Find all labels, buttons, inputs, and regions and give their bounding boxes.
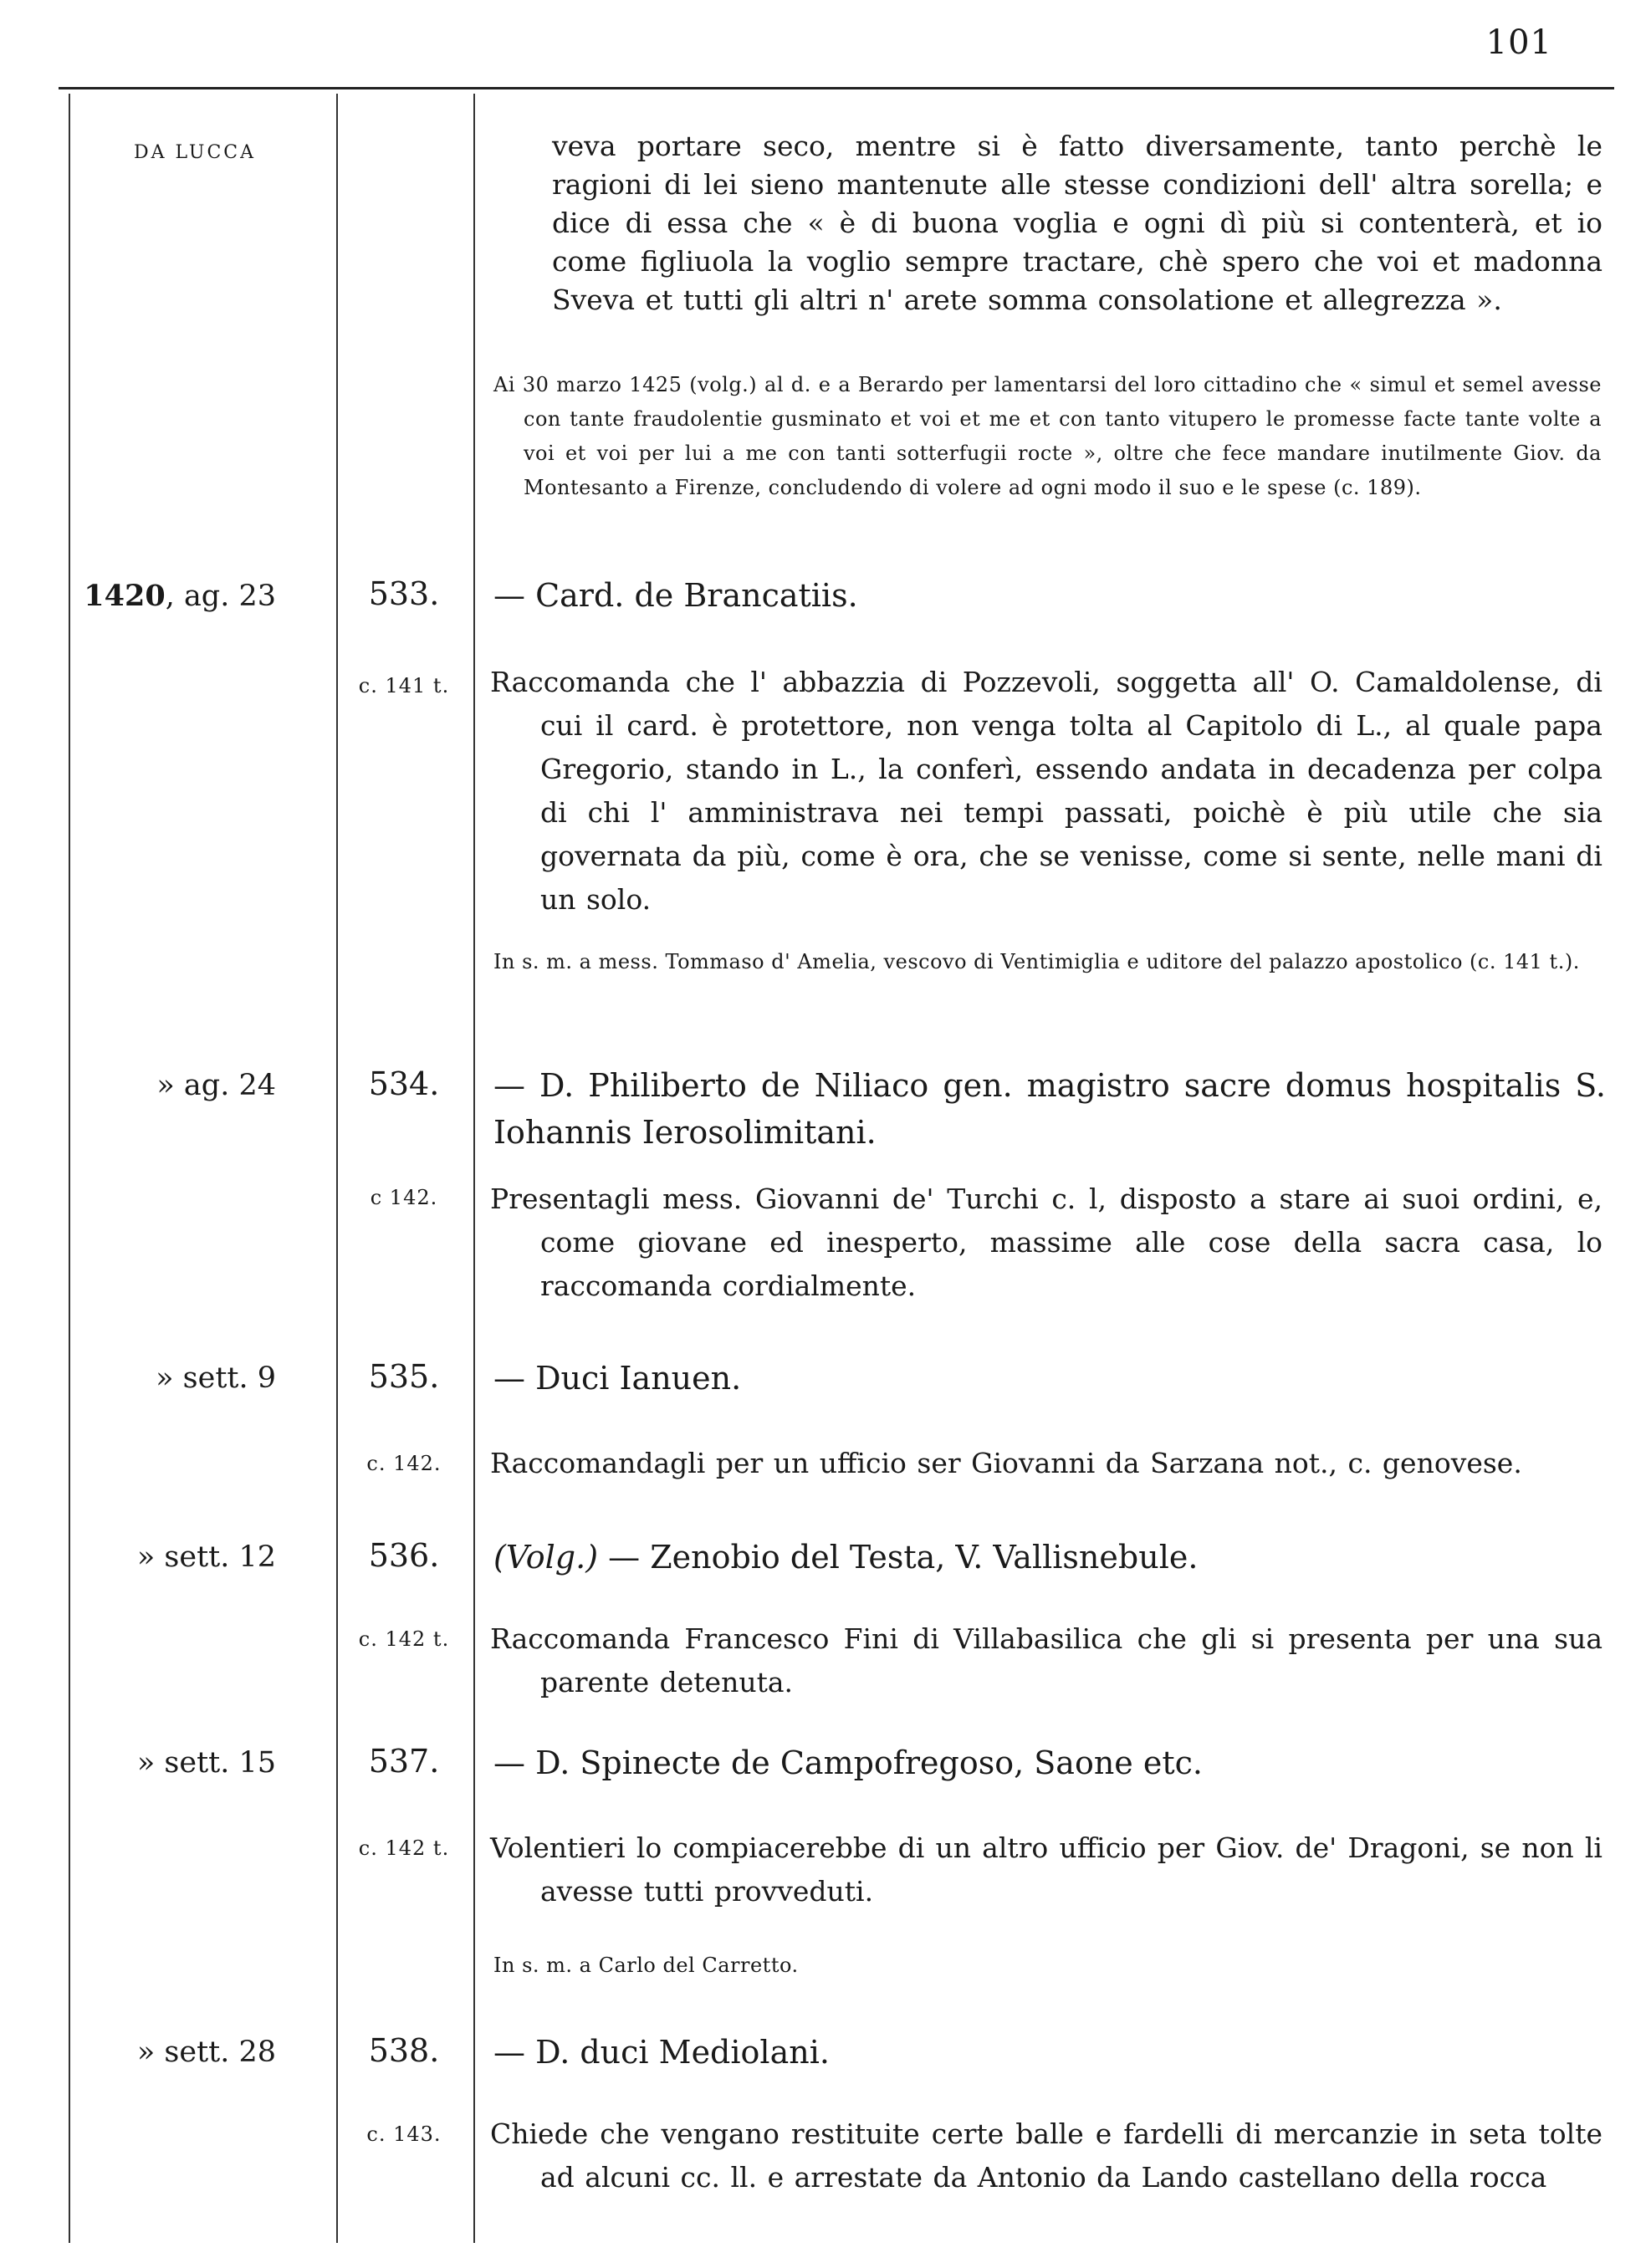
- entry-text: Raccomandagli per un ufficio ser Giovanni da Sarzana not., c. genovese.: [490, 1447, 1522, 1479]
- entry-date: » sett. 28: [136, 2036, 276, 2069]
- entry-date: » ag. 24: [156, 1069, 276, 1102]
- entry-note: In s. m. a mess. Tommaso d' Amelia, vescovo di Ventimiglia e uditore del palazzo apostolico (c. 141 t.).: [493, 950, 1580, 973]
- running-head: DA LUCCA: [134, 142, 257, 163]
- entry-number: 535.: [368, 1358, 440, 1395]
- continuation-text: veva portare seco, mentre si è fatto diversamente, tanto perchè le ragioni di lei sieno mantenute alle stesse condizioni dell' altra sorella; e dice di essa che « è di buona voglia e ogni dì più si contenterà, et io come figliuola la voglio sempre tractare, chè spero che voi et madonna Sveva et tutti gli altri n' arete somma consolatione et allegrezza ».: [552, 130, 1602, 316]
- entry-number: 538.: [368, 2032, 440, 2069]
- entry-heading: [493, 1534, 1606, 1581]
- entry-number: 533.: [368, 575, 440, 612]
- entry-number: 536.: [368, 1537, 440, 1574]
- margin-rule-left: [69, 94, 70, 2243]
- margin-rule-date: [336, 94, 338, 2243]
- entry-date: [75, 579, 276, 613]
- continuation-note: Ai 30 marzo 1425 (volg.) al d. e a Berardo per lamentarsi del loro cittadino che « simul et semel avesse con tante fraudolentie gusminato et voi et me et con tanto vitupero le promesse facte tante volte a voi et voi per lui a me con tanti sotterfugii rocte », oltre che fece mandare inutilmente Giov. da Montesanto a Firenze, concludendo di volere ad ogni modo il suo e le spese (c. 189).: [493, 373, 1602, 499]
- entry-folio: c. 143.: [366, 2122, 442, 2146]
- entry-heading: — D. Spinecte de Campofregoso, Saone etc.: [493, 1744, 1203, 1781]
- entry-folio: c. 142.: [366, 1452, 442, 1475]
- entry-number: 537.: [368, 1743, 440, 1780]
- entry-date-year: 1420: [84, 579, 166, 613]
- entry-number: 534.: [368, 1065, 440, 1102]
- entry-date: » sett. 15: [136, 1746, 276, 1780]
- entry-folio: c 142.: [370, 1186, 438, 1209]
- entry-text: Presentagli mess. Giovanni de' Turchi c. l, disposto a stare ai suoi ordini, e, come giovane ed inesperto, massime alle cose della sacra casa, lo raccomanda cordialmente.: [490, 1183, 1602, 1302]
- entry-date-rest: , ag. 23: [165, 580, 276, 613]
- entry-text: Chiede che vengano restituite certe balle e fardelli di mercanzie in seta tolte ad alcuni cc. ll. e arrestate da Antonio da Lando castellano della rocca: [490, 2117, 1602, 2194]
- margin-rule-number: [473, 94, 475, 2243]
- entry-folio: c. 142 t.: [358, 1836, 450, 1860]
- entry-heading: — D. Philiberto de Niliaco gen. magistro sacre domus hospitalis S. Iohannis Ierosolimitani.: [493, 1067, 1606, 1151]
- entry-text: Raccomanda Francesco Fini di Villabasilica che gli si presenta per una sua parente detenuta.: [490, 1622, 1602, 1698]
- entry-heading: — D. duci Mediolani.: [493, 2034, 830, 2071]
- entry-text: Volentieri lo compiacerebbe di un altro ufficio per Giov. de' Dragoni, se non li avesse tutti provveduti.: [490, 1831, 1602, 1908]
- entry-heading-italic: (Volg.): [493, 1539, 599, 1576]
- entry-text: Raccomanda che l' abbazzia di Pozzevoli, soggetta all' O. Camaldolense, di cui il card. è protettore, non venga tolta al Capitolo di L., al quale papa Gregorio, stando in L., la conferì, essendo andata in decadenza per colpa di chi l' amministrava nei tempi passati, poichè è più utile che sia governata da più, come è ora, che se venisse, come si sente, nelle mani di un solo.: [490, 666, 1602, 916]
- entry-heading: — Duci Ianuen.: [493, 1360, 742, 1397]
- entry-folio: c. 142 t.: [358, 1627, 450, 1651]
- entry-heading: — Card. de Brancatiis.: [493, 577, 858, 614]
- entry-heading-text: — Zenobio del Testa, V. Vallisnebule.: [598, 1539, 1199, 1576]
- entry-folio: c. 141 t.: [358, 674, 450, 697]
- entry-note: In s. m. a Carlo del Carretto.: [493, 1954, 799, 1977]
- page-number: 101: [1485, 23, 1552, 62]
- top-rule: [59, 87, 1614, 89]
- entry-date: » sett. 9: [156, 1361, 276, 1395]
- entry-date: » sett. 12: [136, 1540, 276, 1574]
